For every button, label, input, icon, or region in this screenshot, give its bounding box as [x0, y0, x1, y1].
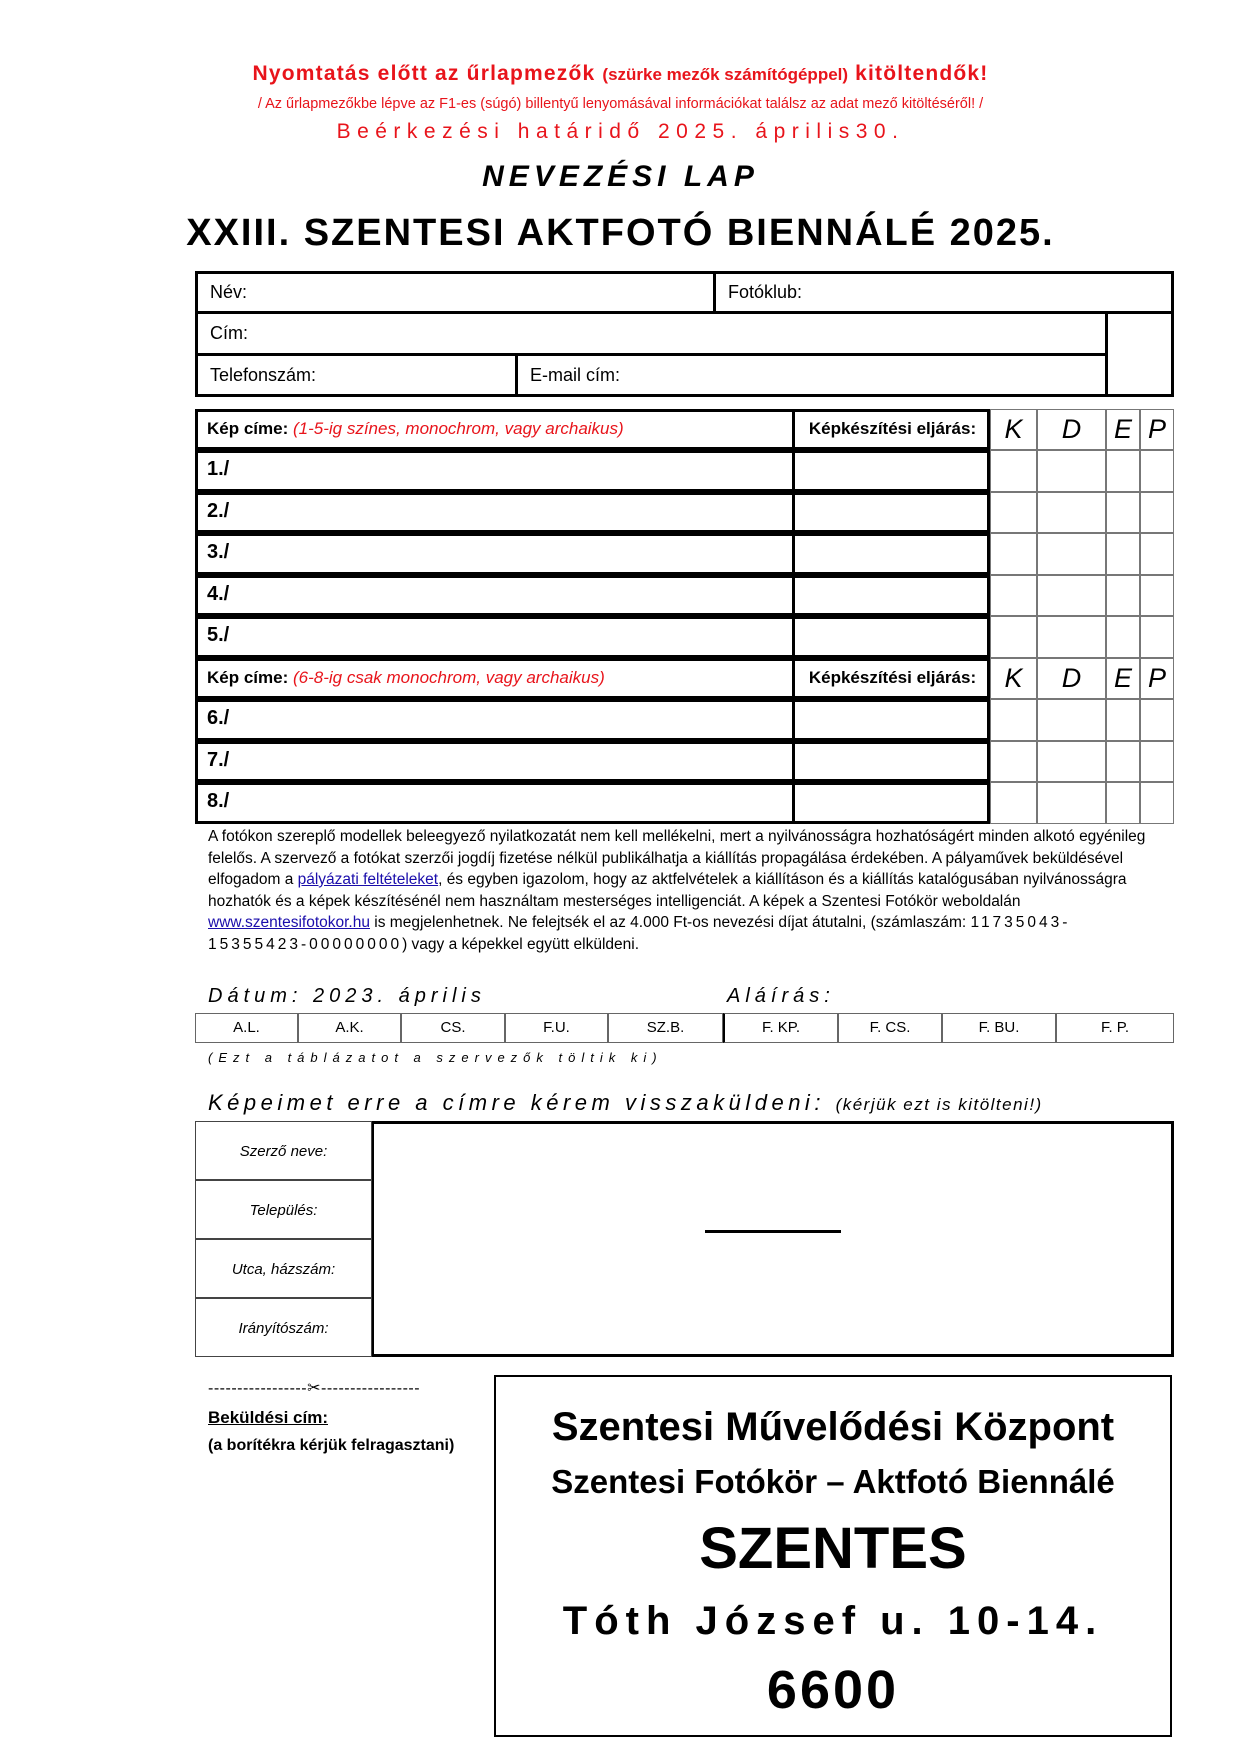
address-city: SZENTES [699, 1516, 967, 1581]
event-title: XXIII. SZENTESI AKTFOTÓ BIENNÁLÉ 2025. [186, 212, 1055, 254]
category-checkbox-p[interactable] [1140, 782, 1174, 824]
category-checkbox-p[interactable] [1140, 575, 1174, 616]
image-title-input[interactable] [255, 703, 785, 737]
category-checkbox-d[interactable] [1037, 782, 1106, 824]
category-header-e [1106, 658, 1140, 699]
category-checkbox-e[interactable] [1106, 782, 1140, 824]
return-label-cell [195, 1180, 372, 1239]
image-title-input[interactable] [255, 620, 785, 654]
legal-text [208, 826, 1168, 955]
category-checkbox-k[interactable] [990, 741, 1037, 782]
category-checkbox-p[interactable] [1140, 533, 1174, 575]
category-checkbox-k[interactable] [990, 533, 1037, 575]
category-checkbox-d[interactable] [1037, 450, 1106, 492]
process-input[interactable] [799, 745, 984, 778]
photo-box [1108, 314, 1171, 394]
process-input[interactable] [799, 703, 984, 737]
legal-text-part: ) vagy a képekkel együtt elküldeni. [402, 935, 640, 953]
image-row-number: 4./ [207, 583, 230, 605]
category-letter: E [1113, 414, 1132, 444]
category-checkbox-p[interactable] [1140, 616, 1174, 658]
image-row-number: 7./ [207, 749, 230, 771]
category-letter: E [1113, 663, 1132, 693]
category-checkbox-p[interactable] [1140, 450, 1174, 492]
return-label-cell [195, 1239, 372, 1298]
category-header-d [1037, 409, 1106, 450]
cut-line: -----------------✂----------------- [208, 1380, 421, 1397]
organizer-code-cell [298, 1013, 401, 1043]
organizer-code-cell [195, 1013, 298, 1043]
name-field[interactable] [198, 274, 712, 311]
category-checkbox-e[interactable] [1106, 699, 1140, 741]
category-letter: D [1061, 414, 1082, 444]
process-input[interactable] [799, 786, 984, 820]
image-title-label: Kép címe: [207, 419, 289, 438]
return-address-title [208, 1090, 1043, 1116]
category-checkbox-p[interactable] [1140, 492, 1174, 533]
image-title-input[interactable] [255, 745, 785, 778]
category-checkbox-d[interactable] [1037, 533, 1106, 575]
email-label: E-mail cím: [530, 364, 620, 385]
image-title-input[interactable] [255, 496, 785, 529]
image-title-input[interactable] [255, 454, 785, 488]
category-checkbox-d[interactable] [1037, 616, 1106, 658]
return-label-cell [195, 1298, 372, 1357]
category-header-p [1140, 658, 1174, 699]
process-input[interactable] [799, 454, 984, 488]
category-checkbox-k[interactable] [990, 450, 1037, 492]
return-address-input[interactable] [371, 1121, 1174, 1357]
phone-field[interactable] [198, 356, 514, 394]
category-checkbox-p[interactable] [1140, 699, 1174, 741]
organizer-code-cell [1056, 1013, 1174, 1043]
organizer-code-cell [723, 1013, 838, 1043]
category-checkbox-d[interactable] [1037, 699, 1106, 741]
signature-label: Aláírás: [727, 985, 835, 1007]
address-field[interactable] [198, 314, 1104, 353]
category-checkbox-p[interactable] [1140, 741, 1174, 782]
date-label[interactable]: Dátum: 2023. április [208, 985, 486, 1007]
warning-text-1: Nyomtatás előtt az űrlapmezők [252, 62, 596, 85]
mailing-note: (a borítékra kérjük felragasztani) [208, 1437, 455, 1454]
address-label: Cím: [210, 323, 248, 343]
email-field[interactable] [518, 356, 1104, 394]
category-checkbox-d[interactable] [1037, 741, 1106, 782]
return-label: Szerző neve: [239, 1143, 328, 1160]
name-label: Név: [210, 282, 248, 302]
phone-label: Telefonszám: [210, 364, 317, 385]
organizer-code: A.K. [335, 1019, 364, 1036]
category-checkbox-e[interactable] [1106, 492, 1140, 533]
category-checkbox-e[interactable] [1106, 741, 1140, 782]
image-row-number: 2./ [207, 500, 230, 522]
image-title-input[interactable] [255, 537, 785, 571]
category-header-k [990, 658, 1037, 699]
category-letter: K [1004, 414, 1023, 444]
category-checkbox-e[interactable] [1106, 616, 1140, 658]
bank-account: 11735043-15355423-00000000 [208, 914, 1071, 953]
website-link[interactable]: www.szentesifotokor.hu [208, 914, 370, 931]
center-dash [705, 1230, 841, 1233]
organizer-code: A.L. [233, 1019, 260, 1036]
mailing-label: Beküldési cím: [208, 1408, 328, 1427]
return-label-cell [195, 1121, 372, 1180]
category-checkbox-d[interactable] [1037, 575, 1106, 616]
image-row-number: 8./ [207, 790, 230, 812]
print-warning [0, 62, 1241, 86]
image-title-note: (6-8-ig csak monochrom, vagy archaikus) [292, 668, 605, 687]
return-title-note: (kérjük ezt is kitölteni!) [835, 1095, 1043, 1114]
category-checkbox-e[interactable] [1106, 575, 1140, 616]
organizer-code-cell [608, 1013, 723, 1043]
legal-text-part: , és egyben igazolom, hogy az aktfelvételek a kiállításon és a kiállítás katalógusában nyilvánosságra hozhatók és a képek készítésénél nem használtam mesterséges intelligenciát. A képek a Szentesi Fotókör weboldalán [208, 871, 1127, 910]
legal-text-part: A fotókon szereplő modellek beleegyező nyilatkozatát nem kell mellékelni, mert a nyilvánosságra hozhatóságért minden alkotó egyénileg felelős. A szervező a fotókat szerzői jogdíj fizetése nélkül publikálhatja a kiállítás propagálása érdekében. A pályaművek beküldésével elfogadom a [208, 828, 1146, 888]
photo-club-label: Fotóklub: [728, 282, 803, 302]
category-checkbox-e[interactable] [1106, 450, 1140, 492]
category-header-p [1140, 409, 1174, 450]
address-street: Tóth József u. 10-14. [562, 1599, 1104, 1643]
organizer-code: F. BU. [978, 1019, 1020, 1036]
category-header-d [1037, 658, 1106, 699]
process-input[interactable] [799, 579, 984, 612]
form-title: NEVEZÉSI LAP [482, 160, 759, 193]
category-header-k [990, 409, 1037, 450]
category-header-e [1106, 409, 1140, 450]
warning-text-2: kitöltendők! [855, 62, 989, 85]
organizer-code-cell [505, 1013, 608, 1043]
organizer-code-cell [401, 1013, 505, 1043]
warning-note: (szürke mezők számítógéppel) [602, 65, 849, 84]
legal-text-part: is megjelenhetnek. Ne felejtsék el az 4.000 Ft-os nevezési díjat átutalni, (számlaszám: [369, 914, 971, 931]
category-checkbox-e[interactable] [1106, 533, 1140, 575]
category-checkbox-k[interactable] [990, 575, 1037, 616]
organizer-note: (Ezt a táblázatot a szervezők töltik ki) [208, 1050, 663, 1065]
address-line-1: Szentesi Művelődési Központ [551, 1405, 1115, 1449]
image-row-number: 6./ [207, 707, 230, 729]
f1-hint: / Az űrlapmezőkbe lépve az F1-es (súgó) billentyű lenyomásával információkat találsz az adat mező kitöltéséről! / [257, 96, 984, 112]
organizer-code: F. KP. [761, 1019, 801, 1036]
category-checkbox-k[interactable] [990, 782, 1037, 824]
process-header: Képkészítési eljárás: [808, 419, 977, 438]
process-input[interactable] [799, 496, 984, 529]
organizer-code: F. CS. [869, 1019, 911, 1036]
address-zip: 6600 [766, 1660, 900, 1720]
category-letter: D [1061, 663, 1082, 693]
organizer-code: F.U. [543, 1019, 570, 1036]
mailing-address-box [494, 1375, 1172, 1737]
return-label: Település: [249, 1202, 318, 1219]
organizer-code-cell [838, 1013, 942, 1043]
category-checkbox-k[interactable] [990, 616, 1037, 658]
image-title-header [207, 668, 605, 688]
return-title-text: Képeimet erre a címre kérem visszaküldeni: [208, 1090, 825, 1115]
category-letter: P [1147, 414, 1166, 444]
image-row-number: 3./ [207, 541, 230, 563]
image-row-number: 1./ [207, 458, 230, 480]
image-title-note: (1-5-ig színes, monochrom, vagy archaikus) [292, 419, 624, 438]
image-title-header [207, 419, 624, 439]
category-checkbox-k[interactable] [990, 492, 1037, 533]
organizer-code: F. P. [1100, 1019, 1130, 1036]
address-line-2: Szentesi Fotókör – Aktfotó Biennálé [551, 1463, 1115, 1500]
organizer-code: SZ.B. [646, 1019, 685, 1036]
image-row-number: 5./ [207, 624, 230, 646]
process-input[interactable] [799, 537, 984, 571]
category-checkbox-k[interactable] [990, 699, 1037, 741]
return-label: Irányítószám: [238, 1320, 329, 1337]
category-letter: P [1147, 663, 1166, 693]
terms-link[interactable]: pályázati feltételeket [297, 871, 439, 888]
process-header: Képkészítési eljárás: [808, 668, 977, 687]
category-letter: K [1004, 663, 1023, 693]
image-title-input[interactable] [255, 579, 785, 612]
photo-club-field[interactable] [716, 274, 1171, 311]
image-title-input[interactable] [255, 786, 785, 820]
image-title-label: Kép címe: [207, 668, 289, 687]
process-input[interactable] [799, 620, 984, 654]
return-label: Utca, házszám: [231, 1261, 336, 1278]
deadline: Beérkezési határidő 2025. április30. [336, 120, 905, 143]
organizer-code-cell [942, 1013, 1056, 1043]
organizer-code: CS. [440, 1019, 466, 1036]
category-checkbox-d[interactable] [1037, 492, 1106, 533]
